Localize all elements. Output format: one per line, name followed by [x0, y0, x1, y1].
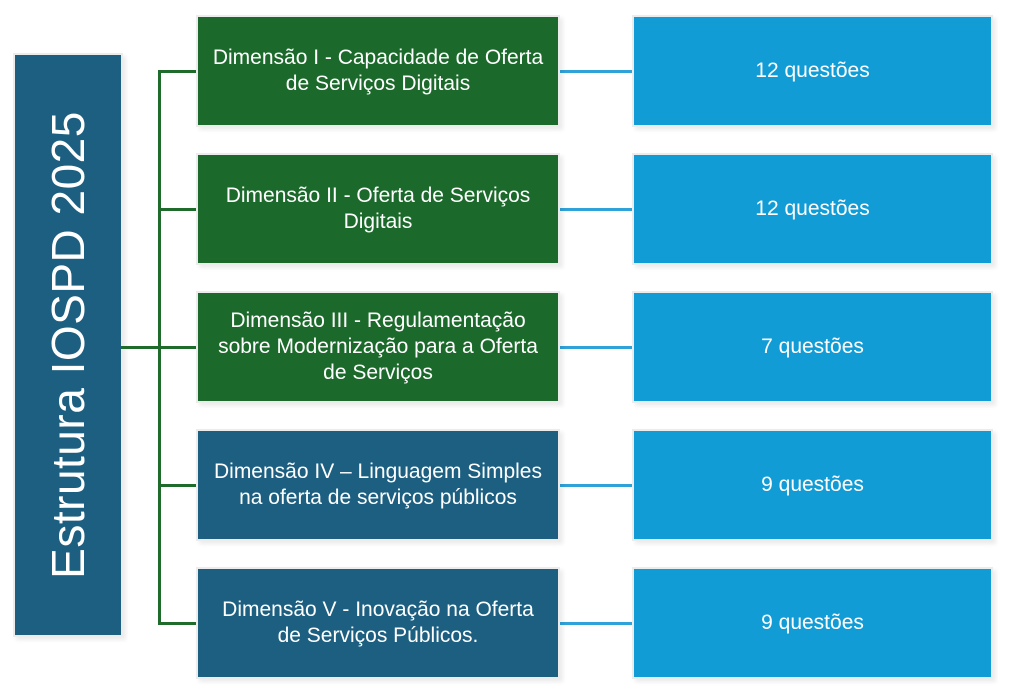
title-box [13, 53, 123, 637]
dimension-box-5: Dimensão V - Inovação na Oferta de Serviços Públicos. [196, 567, 560, 679]
diagram-title: Estrutura IOSPD 2025 [42, 111, 94, 579]
questions-box-1: 12 questões [632, 15, 993, 127]
questions-box-5: 9 questões [632, 567, 993, 679]
dimension-box-1: Dimensão I - Capacidade de Oferta de Serviços Digitais [196, 15, 560, 127]
connector-trunk [121, 346, 196, 349]
questions-box-4: 9 questões [632, 429, 993, 541]
connector-branch-4 [158, 484, 196, 487]
connector-branch-1 [158, 70, 196, 73]
dimension-box-2: Dimensão II - Oferta de Serviços Digitais [196, 153, 560, 265]
connector-branch-2 [158, 208, 196, 211]
connector-branch-5 [158, 622, 196, 625]
blue-connector-2 [560, 208, 632, 211]
questions-box-3: 7 questões [632, 291, 993, 403]
blue-connector-4 [560, 484, 632, 487]
questions-box-2: 12 questões [632, 153, 993, 265]
blue-connector-5 [560, 622, 632, 625]
dimension-box-4: Dimensão IV – Linguagem Simples na oferta de serviços públicos [196, 429, 560, 541]
blue-connector-3 [560, 346, 632, 349]
dimension-box-3: Dimensão III - Regulamentação sobre Modernização para a Oferta de Serviços [196, 291, 560, 403]
blue-connector-1 [560, 70, 632, 73]
